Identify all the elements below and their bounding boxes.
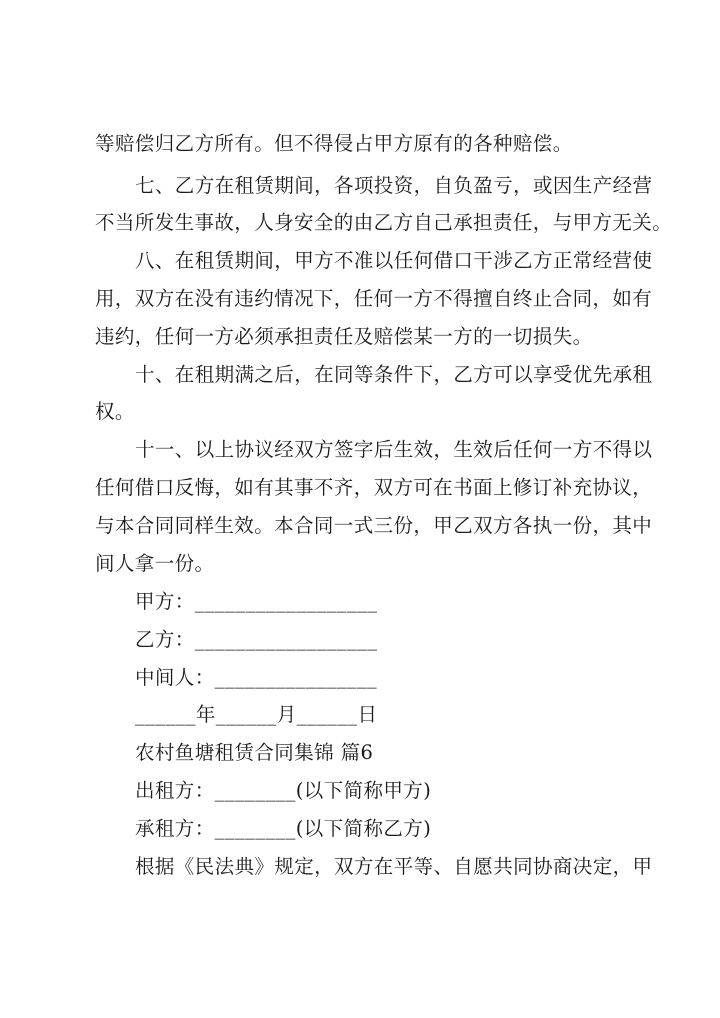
paragraph-line: 等赔偿归乙方所有。但不得侵占甲方原有的各种赔偿。 bbox=[95, 132, 573, 155]
party-b-signature-line: 乙方：__________________ bbox=[135, 628, 378, 651]
paragraph-line: 违约，任何一方必须承担责任及赔偿某一方的一切损失。 bbox=[95, 325, 593, 348]
paragraph-line: 权。 bbox=[95, 400, 135, 423]
section-title: 农村鱼塘租赁合同集锦 篇6 bbox=[135, 741, 374, 764]
clause-ten-line: 十、在租期满之后，在同等条件下，乙方可以享受优先承租 bbox=[135, 363, 653, 386]
party-a-signature-line: 甲方：__________________ bbox=[135, 590, 378, 613]
paragraph-line: 间人拿一份。 bbox=[95, 552, 215, 575]
lessor-line: 出租方：________(以下简称甲方) bbox=[135, 779, 432, 802]
date-line: ______年______月______日 bbox=[135, 703, 378, 726]
paragraph-line: 任何借口反悔，如有其事不齐，双方可在书面上修订补充协议， bbox=[95, 476, 653, 499]
intermediary-signature-line: 中间人：________________ bbox=[135, 666, 377, 689]
clause-seven-line: 七、乙方在租赁期间，各项投资，自负盈亏，或因生产经营 bbox=[135, 174, 653, 197]
paragraph-line: 根据《民法典》规定，双方在平等、自愿共同协商决定，甲 bbox=[135, 855, 653, 878]
clause-eleven-line: 十一、以上协议经双方签字后生效，生效后任何一方不得以 bbox=[135, 438, 653, 461]
paragraph-line: 不当所发生事故，人身安全的由乙方自己承担责任，与甲方无关。 bbox=[95, 211, 673, 234]
lessee-line: 承租方：________(以下简称乙方) bbox=[135, 817, 432, 840]
clause-eight-line: 八、在租赁期间，甲方不准以任何借口干涉乙方正常经营使 bbox=[135, 249, 653, 272]
paragraph-line: 与本合同同样生效。本合同一式三份，甲乙双方各执一份，其中 bbox=[95, 514, 653, 537]
paragraph-line: 用，双方在没有违约情况下，任何一方不得擅自终止合同，如有 bbox=[95, 287, 653, 310]
